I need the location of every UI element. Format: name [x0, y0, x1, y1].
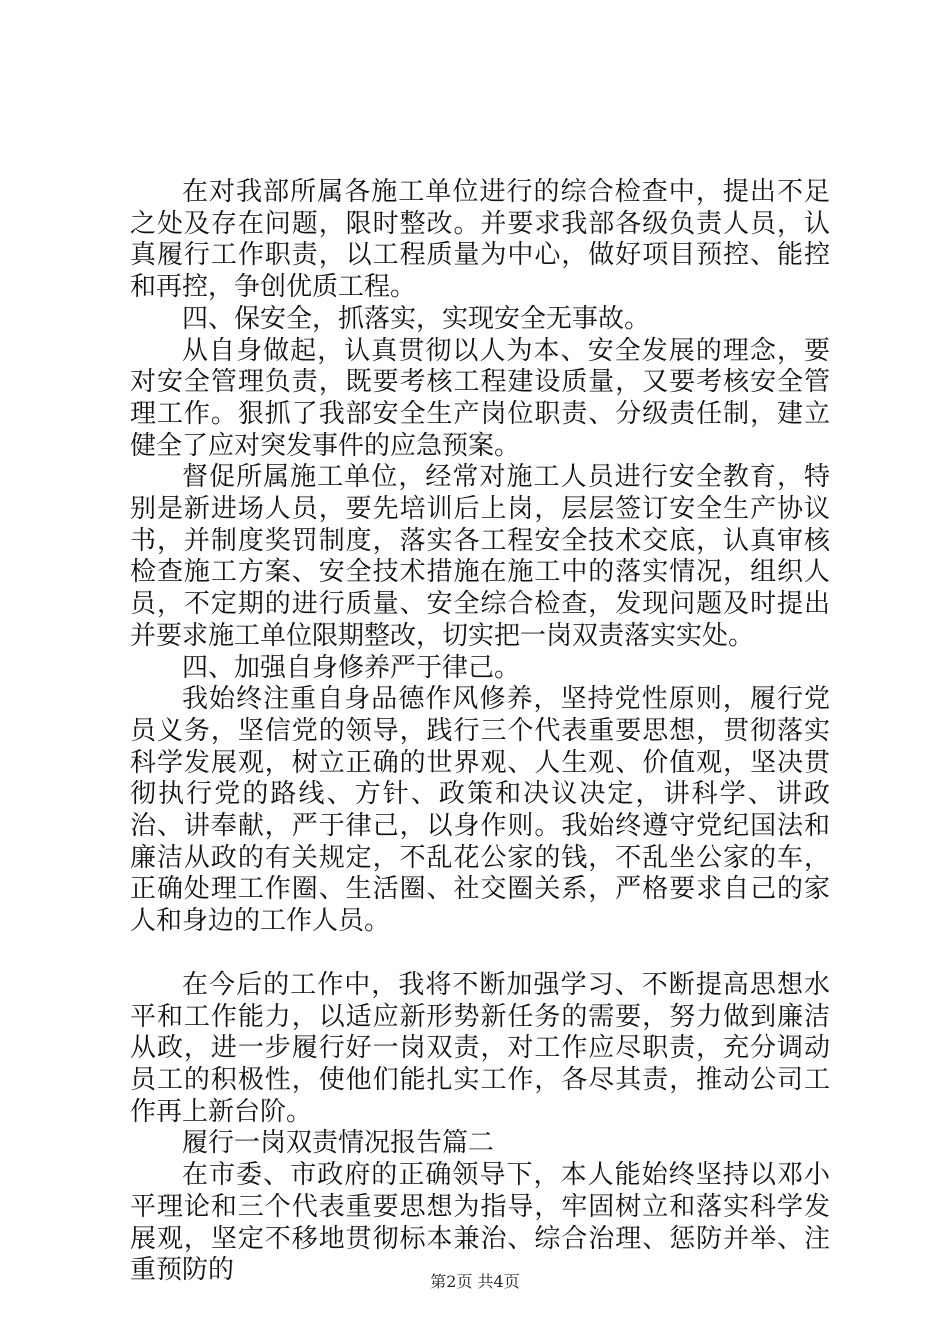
heading-self-discipline: 四、加强自身修养严于律己。	[182, 652, 521, 683]
section-title-part-two: 履行一岗双责情况报告篇二	[182, 1128, 495, 1159]
paragraph-safety-management: 从自身做起，认真贯彻以人为本、安全发展的理念，要对安全管理负责，既要考核工程建设质量，又要考核安全管理工作。狠抓了我部安全生产岗位职责、分级责任制，建立健全了应对突发事件的应急预案。	[130, 335, 830, 461]
body-text	[130, 177, 830, 1287]
paragraph-quality-inspection: 在对我部所属各施工单位进行的综合检查中，提出不足之处及存在问题，限时整改。并要求我部各级负责人员，认真履行工作职责，以工程质量为中心，做好项目预控、能控和再控，争创优质工程。	[130, 177, 830, 303]
heading-safety: 四、保安全，抓落实，实现安全无事故。	[182, 303, 651, 334]
paragraph-leadership: 在市委、市政府的正确领导下，本人能始终坚持以邓小平理论和三个代表重要思想为指导，牢固树立和落实科学发展观，坚定不移地贯彻标本兼治、综合治理、惩防并举、注重预防的	[130, 1160, 830, 1286]
paragraph-self-cultivation: 我始终注重自身品德作风修养，坚持党性原则，履行党员义务，坚信党的领导，践行三个代表重要思想，贯彻落实科学发展观，树立正确的世界观、人生观、价值观，坚决贯彻执行党的路线、方针、政策和决议决定，讲科学、讲政治、讲奉献，严于律己，以身作则。我始终遵守党纪国法和廉洁从政的有关规定，不乱花公家的钱，不乱坐公家的车，正确处理工作圈、生活圈、社交圈关系，严格要求自己的家人和身边的工作人员。	[130, 684, 830, 937]
paragraph-future-work: 在今后的工作中，我将不断加强学习、不断提高思想水平和工作能力，以适应新形势新任务的需要，努力做到廉洁从政，进一步履行好一岗双责，对工作应尽职责，充分调动员工的积极性，使他们能扎实工作，各尽其责，推动公司工作再上新台阶。	[130, 969, 830, 1127]
paragraph-safety-education: 督促所属施工单位，经常对施工人员进行安全教育，特别是新进场人员，要先培训后上岗，层层签订安全生产协议书，并制度奖罚制度，落实各工程安全技术交底，认真审核检查施工方案、安全技术措施在施工中的落实情况，组织人员，不定期的进行质量、安全综合检查，发现问题及时提出并要求施工单位限期整改，切实把一岗双责落实实处。	[130, 462, 830, 651]
page-footer: 第2页 共4页	[430, 1272, 520, 1291]
